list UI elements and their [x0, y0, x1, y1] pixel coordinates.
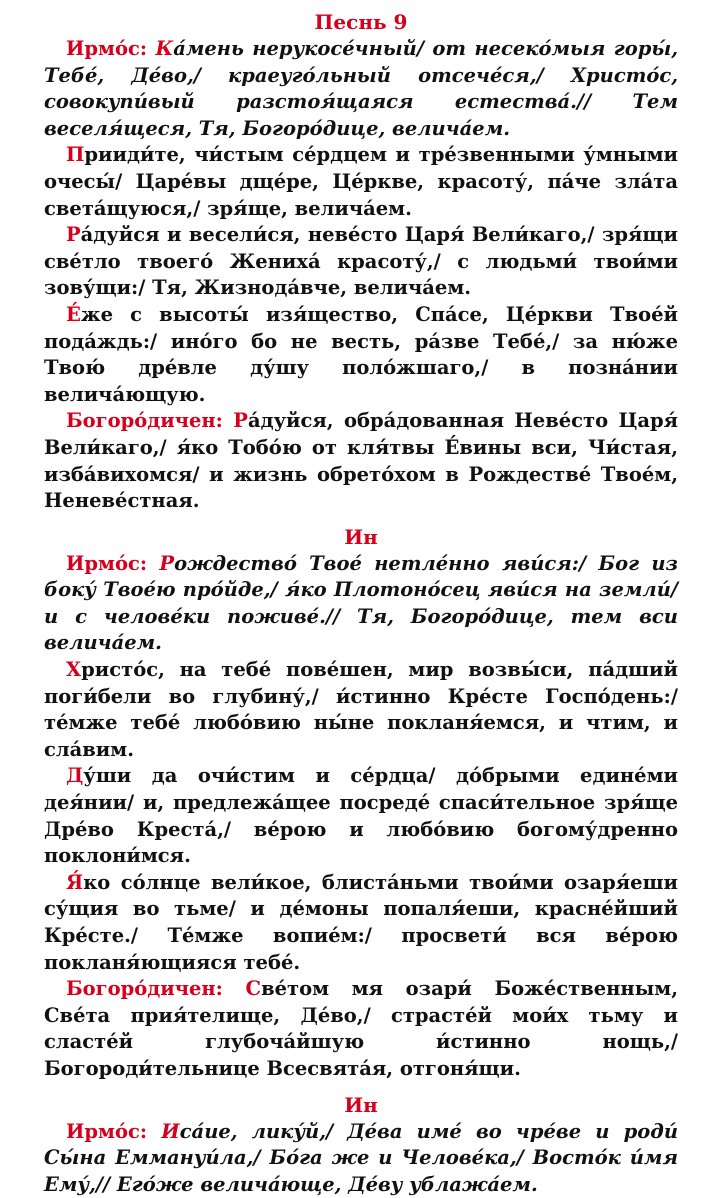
in-heading: Ин: [344, 1092, 378, 1117]
irmos-stanza: [44, 551, 678, 657]
drop-initial: Р: [233, 409, 248, 433]
drop-initial: К: [155, 37, 174, 60]
drop-initial: П: [66, 143, 85, 167]
irmos-label: Ирмо́с:: [66, 1119, 148, 1143]
irmos-label: Ирмо́с:: [66, 551, 148, 575]
bogorodichen-stanza: [44, 976, 678, 1082]
ode-title: Песнь 9: [314, 10, 408, 34]
drop-initial: Р: [66, 223, 81, 247]
stanza-body: ко со́лнце вели́кое, блиста́ньми твои́ми озаря́еши су́щия во тьме/ и де́моны попаля́еши, красне́йший Кре́сте./ Те́мже вопие́м:/ просвети́ вся ве́рою покланя́ющияся тебе́.: [44, 870, 678, 974]
stanza-body: ристо́с, на тебе́ пове́шен, мир возвы́си, па́дший поги́бели во глубину́,/ и́стинно Кре́сте Госпо́день:/ те́мже тебе́ любо́вию ны́не покланя́емся, и чтим, и сла́вим.: [44, 658, 678, 761]
troparion-stanza: [44, 870, 678, 976]
troparion-stanza: [44, 763, 678, 869]
stanza-body: у́ши да очи́стим и се́рдца/ до́брыми едине́ми дея́нии/ и, предлежа́щее посреде́ спаси́тельное зря́ще Дре́во Креста́,/ ве́рою и любо́вию богому́дренно поклони́мся.: [44, 764, 678, 868]
irmos-label: Ирмо́с:: [66, 37, 148, 60]
drop-initial: Д: [66, 764, 84, 788]
troparion-stanza: [44, 222, 678, 302]
stanza-body: же с высоты́ изя́щество, Спа́се, Це́ркви Твое́й пода́ждь:/ ино́го бо не весть, ра́зве Тебе́,/ за ню́же Твою́ дре́вле ду́шу поло́жшаго,/ в позна́нии велича́ющую.: [44, 302, 678, 406]
bogorodichen-stanza: [44, 408, 678, 514]
drop-initial: Р: [159, 551, 175, 575]
stanza-body: а́дуйся, обра́дованная Неве́сто Царя́ Вели́каго,/ я́ко Тобо́ю от кля́твы Е́вины вси, Чи́стая, изба́вихомся/ и жизнь обрето́хом в Рождестве́ Твое́м, Неневе́стная.: [44, 409, 678, 513]
stanza-body: рииди́те, чи́стым се́рдцем и тре́звенными у́мными очесы́/ Царе́вы дще́ре, Це́ркве, красоту́, па́че зла́та света́щуюся,/ зря́ще, велича́ем.: [44, 143, 678, 220]
drop-initial: И: [161, 1119, 180, 1143]
drop-initial: Я́: [66, 870, 84, 894]
troparion-stanza: [44, 142, 678, 222]
irmos-stanza: [44, 1119, 678, 1198]
stanza-body: ождество́ Твое́ нетле́нно яви́ся:/ Бог из боку́ Твое́ю про́йде,/ я́ко Плотоно́сец яви́ся на земли́/ и с челове́ки поживе́.// Тя, Богоро́дице, тем вси велича́ем.: [44, 551, 678, 655]
stanza-body: а́дуйся и весели́ся, неве́сто Царя́ Вели́каго,/ зря́щи све́тло твоего́ Жениха́ красоту́,/ с людьми́ твои́ми зову́щи:/ Тя, Жизнода́вче, велича́ем.: [44, 223, 678, 300]
in-heading: Ин: [344, 524, 378, 549]
drop-initial: С: [245, 977, 262, 1001]
troparion-stanza: [44, 302, 678, 408]
drop-initial: Х: [66, 658, 82, 682]
irmos-stanza: [44, 36, 678, 142]
bogorodichen-label: Богоро́дичен:: [66, 409, 223, 433]
troparion-stanza: [44, 657, 678, 763]
bogorodichen-label: Богоро́дичен:: [66, 977, 223, 1001]
stanza-body: а́мень нерукосе́чный/ от несеко́мыя горы́, Тебе́, Де́во,/ краеуго́льный отсече́ся,/ Христо́с, совокупи́вый разстоя́щаяся естества́.// Тем веселя́щеся, Тя, Богоро́дице, велича́ем.: [44, 37, 678, 140]
drop-initial: Е́: [66, 302, 81, 326]
stanza-body: са́ие, лику́й,/ Де́ва име́ во чре́ве и роди́ Сы́на Еммануи́ла,/ Бо́га же и Челове́ка,/ Восто́к и́мя Ему́,// Его́же велича́юще, Де́ву ублажа́ем.: [44, 1119, 678, 1196]
stanza-body: ве́том мя озари́ Боже́ственным, Све́та прия́телище, Де́во,/ страсте́й мои́х тьму и сласте́й глубоча́йшую и́стинно нощь,/ Богороди́тельнице Всесвята́я, отгоня́щи.: [44, 977, 678, 1080]
